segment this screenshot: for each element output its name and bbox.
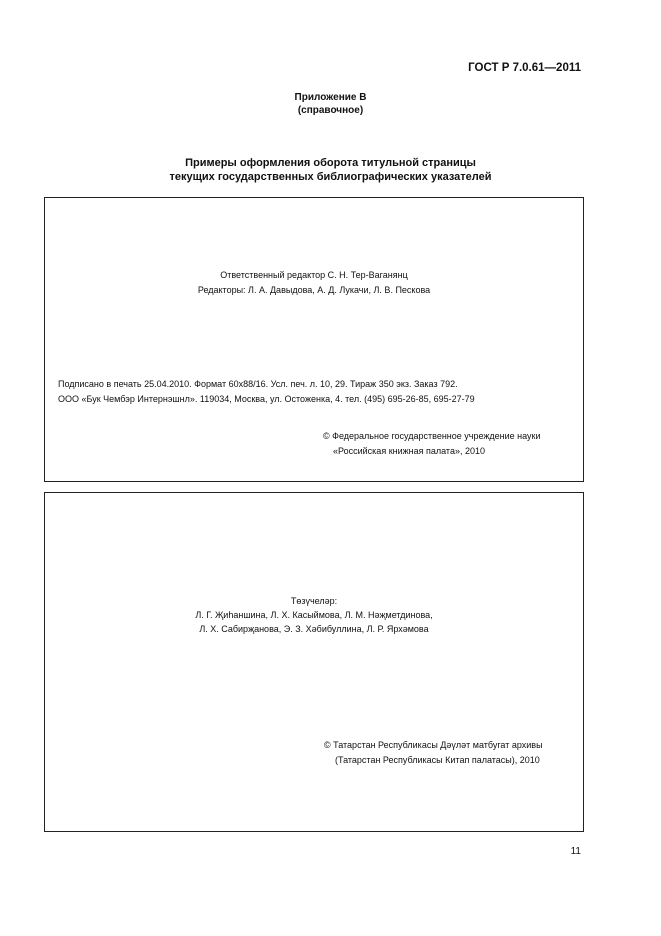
compilers-label: Төзүчеләр:: [290, 596, 338, 606]
compilers-line: Л. Г. Җиһаншина, Л. Х. Касыймова, Л. М. Нәҗметдинова,: [195, 610, 433, 620]
copyright: [323, 429, 541, 459]
imprint-line: Подписано в печать 25.04.2010. Формат 60х88/16. Усл. печ. л. 10, 29. Тираж 350 экз. Заказ 792.: [58, 379, 458, 389]
compilers: [45, 594, 583, 636]
section-heading: [0, 156, 661, 184]
copyright-line: © Федеральное государственное учреждение науки: [323, 431, 541, 441]
appendix-subtitle: (справочное): [297, 105, 364, 116]
appendix-title: [0, 91, 661, 117]
heading-line: Примеры оформления оборота титульной страницы: [185, 157, 476, 169]
editor-line: Редакторы: Л. А. Давыдова, А. Д. Лукачи, Л. В. Пескова: [197, 285, 431, 295]
appendix-label: Приложение В: [294, 92, 367, 103]
editor-line: Ответственный редактор С. Н. Тер-Ваганянц: [220, 270, 408, 280]
imprint: [58, 377, 475, 407]
page-number: 11: [570, 846, 581, 857]
example-box-2: [44, 492, 584, 832]
compilers-line: Л. Х. Сабирҗанова, Э. З. Хәбибуллина, Л. Р. Ярхәмова: [199, 624, 429, 634]
copyright: [324, 738, 543, 768]
heading-line: текущих государственных библиографических указателей: [169, 171, 492, 183]
copyright-line: (Татарстан Республикасы Китап палатасы), 2010: [335, 755, 540, 765]
editors: [45, 268, 583, 298]
standard-number: ГОСТ Р 7.0.61—2011: [468, 62, 581, 74]
imprint-line: ООО «Бук Чембэр Интернэшнл». 119034, Москва, ул. Остоженка, 4. тел. (495) 695-26-85, 695-27-79: [58, 394, 475, 404]
copyright-line: © Татарстан Республикасы Дәүләт матбугат архивы: [324, 740, 543, 750]
copyright-line: «Российская книжная палата», 2010: [333, 446, 485, 456]
example-box-1: [44, 197, 584, 482]
